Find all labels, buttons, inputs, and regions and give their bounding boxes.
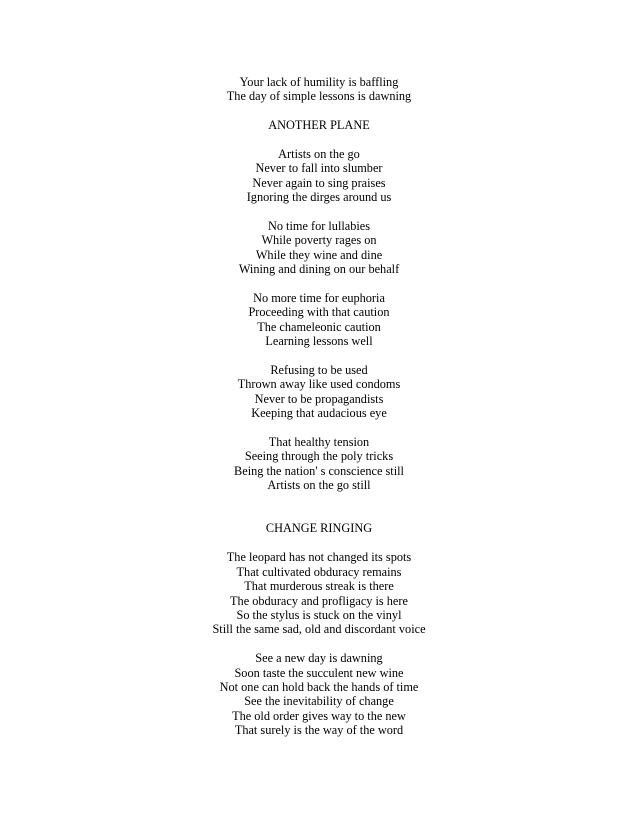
- poem-line: Refusing to be used: [270, 363, 368, 378]
- poem-line: That cultivated obduracy remains: [236, 564, 402, 579]
- poem-line: Wining and dining on our behalf: [238, 262, 400, 277]
- poem-line: No more time for euphoria: [253, 291, 385, 306]
- poem-line: Being the nation' s conscience still: [234, 463, 404, 478]
- poem-title-another-plane: ANOTHER PLANE: [268, 118, 370, 133]
- poem-line: Artists on the go still: [267, 478, 371, 493]
- poem-line: Proceeding with that caution: [248, 305, 390, 320]
- poem-line: Never to fall into slumber: [255, 161, 383, 176]
- poem-line: Never to be propagandists: [254, 391, 384, 406]
- poem-line: So the stylus is stuck on the vinyl: [236, 607, 402, 622]
- poem-line: The old order gives way to the new: [232, 708, 406, 723]
- poem-line: Keeping that audacious eye: [251, 406, 387, 421]
- poem-line: Not one can hold back the hands of time: [219, 679, 419, 694]
- poem-line: Seeing through the poly tricks: [244, 449, 394, 464]
- poem-line: No time for lullabies: [267, 219, 371, 234]
- poem-line: See a new day is dawning: [255, 651, 383, 666]
- stanza: [0, 219, 638, 277]
- stanza: [0, 435, 638, 493]
- poem-line: That murderous streak is there: [244, 579, 394, 594]
- stanza: [0, 147, 638, 205]
- poem-line: See the inevitability of change: [244, 694, 394, 709]
- poem-line: While poverty rages on: [261, 233, 377, 248]
- stanza: [0, 550, 638, 636]
- poem-line: Soon taste the succulent new wine: [234, 665, 404, 680]
- poem-line: Your lack of humility is baffling: [239, 75, 399, 89]
- poem-line: The obduracy and profligacy is here: [230, 593, 408, 608]
- poem-line: The chameleonic caution: [257, 319, 381, 334]
- poem-title-change-ringing: CHANGE RINGING: [265, 521, 373, 536]
- poem-line: The leopard has not changed its spots: [226, 550, 412, 565]
- poem-line: The day of simple lessons is dawning: [226, 89, 412, 104]
- poem-line: That surely is the way of the word: [234, 723, 404, 738]
- poem-line: Never again to sing praises: [252, 175, 386, 190]
- stanza: [0, 651, 638, 737]
- poem-text: [0, 75, 638, 738]
- stanza: [0, 291, 638, 349]
- poem-line: That healthy tension: [268, 435, 370, 450]
- stanza: [0, 363, 638, 421]
- poem-line: Still the same sad, old and discordant voice: [212, 622, 426, 637]
- poem-line: Learning lessons well: [265, 334, 373, 349]
- poem-line: Ignoring the dirges around us: [246, 190, 392, 205]
- intro-stanza: [0, 75, 638, 104]
- poem-line: Thrown away like used condoms: [237, 377, 401, 392]
- poem-line: Artists on the go: [278, 147, 360, 161]
- poem-line: While they wine and dine: [255, 247, 383, 262]
